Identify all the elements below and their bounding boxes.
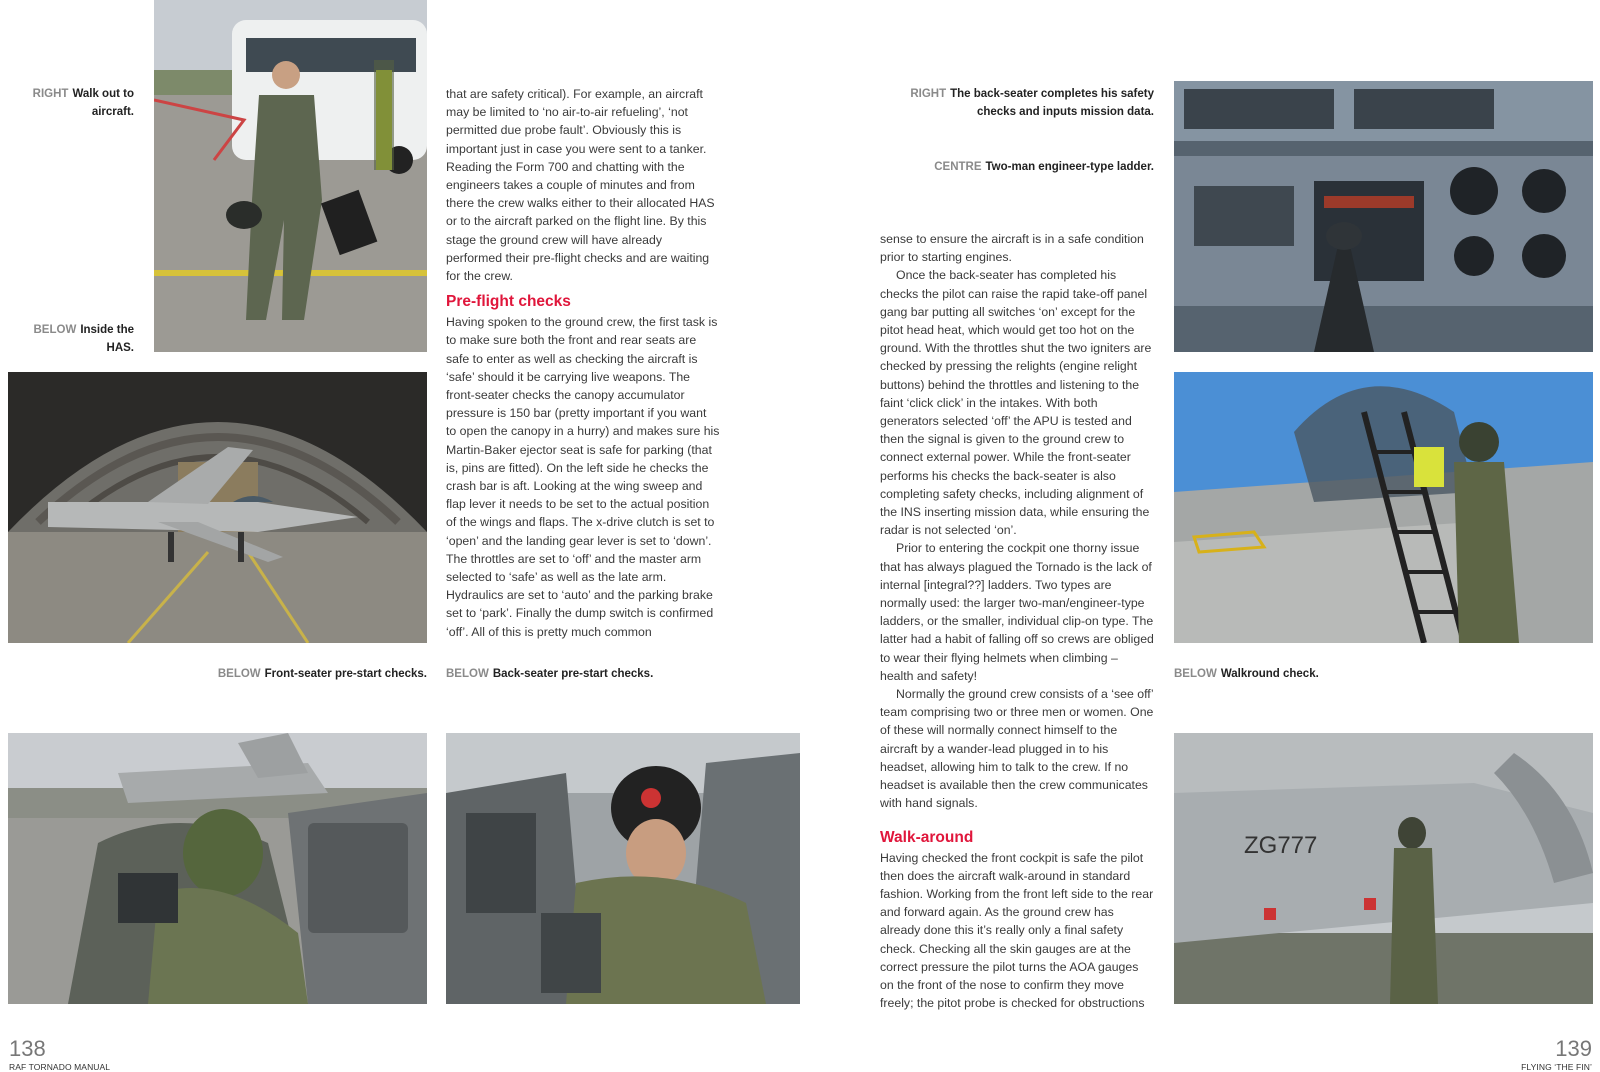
photo-walkround	[1174, 733, 1593, 1004]
caption-tag: BELOW	[217, 668, 261, 680]
caption-back-seater	[446, 665, 800, 683]
body-column-right	[880, 230, 1154, 1012]
paragraph: Prior to entering the cockpit one thorny issue that has always plagued the Tornado is the lack of internal [integral??] ladders. Two types are normally used: the larger two-man/engineer-type ladders, or the smaller, individual clip-on type. The latter had a habit of falling off so crews are obliged to wear their flying helmets when climbing – health and safety!	[880, 541, 1154, 683]
photo-front-seater	[8, 733, 427, 1004]
caption-walk-out	[10, 85, 134, 121]
caption-ladder	[880, 158, 1154, 176]
paragraph: Having spoken to the ground crew, the first task is to make sure both the front and rear seats are safe to enter as well as checking the aircraft is ‘safe’ should it be carrying live weapons. The front-seater checks the canopy accumulator pressure is 150 bar (pretty important if you want to open the canopy in a hurry) and makes sure his Martin-Baker ejector seat is safe for parking (that is, pins are fitted). On the left side he checks the crash bar is aft. Looking at the wing sweep and flap lever it needs to be set to the actual position of the wings and flaps. The x-drive clutch is set to ‘open’ and the landing gear lever is set to ‘down’. The throttles are set to ‘off’ and the master arm selected to ‘safe’ as well as the late arm. Hydraulics are set to ‘auto’ and the parking brake set to ‘park’. Finally the dump switch is confirmed ‘off’. All of this is pretty much common	[446, 315, 720, 639]
section-heading-walkaround: Walk-around	[880, 828, 974, 846]
photo-walk-out	[154, 0, 427, 352]
photo-inside-has	[8, 372, 427, 643]
caption-text: Back-seater pre-start checks.	[492, 668, 654, 680]
running-title-left: RAF TORNADO MANUAL	[9, 1062, 111, 1072]
running-title-right: FLYING ‘THE FIN’	[1521, 1062, 1592, 1072]
paragraph: sense to ensure the aircraft is in a safe condition prior to starting engines.	[880, 232, 1144, 265]
photo-rear-cockpit	[1174, 81, 1593, 352]
caption-text: Walk out to aircraft.	[72, 88, 134, 118]
paragraph: that are safety critical). For example, an aircraft may be limited to ‘no air-to-air refueling’, ‘not permitted due probe fault’. Obviously this is important just in case you were sent to a tanker. Reading the Form 700 and chatting with the engineers takes a couple of minutes and from there the crew walks either to their allocated HAS or to the aircraft parked on the flight line. By this stage the ground crew will have already performed their pre-flight checks and are waiting for the crew.	[446, 87, 715, 284]
caption-text: The back-seater completes his safety checks and inputs mission data.	[950, 88, 1154, 118]
page-number-right: 139	[1555, 1036, 1592, 1061]
caption-text: Inside the HAS.	[80, 324, 134, 354]
caption-inside-has	[10, 321, 134, 357]
caption-text: Front-seater pre-start checks.	[264, 668, 427, 680]
caption-tag: RIGHT	[910, 88, 947, 100]
caption-tag: BELOW	[446, 668, 489, 680]
caption-text: Walkround check.	[1220, 668, 1319, 680]
caption-walkround	[1174, 665, 1593, 683]
caption-back-seater-safety	[880, 85, 1154, 121]
photo-back-seater	[446, 733, 800, 1004]
caption-tag: RIGHT	[32, 88, 69, 100]
page-number-left: 138	[9, 1036, 46, 1061]
jet-serial: ZG777	[1244, 832, 1318, 859]
section-heading-preflight: Pre-flight checks	[446, 293, 571, 311]
paragraph: Once the back-seater has completed his checks the pilot can raise the rapid take-off panel gang bar putting all switches ‘on’ except for the pitot head heat, which would get too hot on the ground. With the throttles shut the two igniters are checked by pressing the relights (engine relight buttons) behind the throttles and listening to the faint ‘click click’ in the intakes. With both generators selected ‘off’ the APU is tested and then the signal is given to the ground crew to connect external power. While the front-seater performs his checks the back-seater is also completing safety checks, including alignment of the INS inserting mission data, while ensuring the radar is not selected ‘on’.	[880, 268, 1152, 538]
paragraph: Normally the ground crew consists of a ‘see off’ team comprising two or three men or women. One of these will normally connect himself to the aircraft by a wander-lead plugged in to his headset, allowing him to talk to the crew. If no headset is available then the crew communicates with hand signals.	[880, 687, 1154, 811]
caption-tag: BELOW	[1174, 668, 1217, 680]
body-column-left	[446, 85, 720, 641]
caption-tag: CENTRE	[934, 161, 982, 173]
paragraph: Having checked the front cockpit is safe the pilot then does the aircraft walk-around in standard fashion. Working from the front left side to the rear and forward again. As the ground crew has already done this it’s really only a final safety check. Checking all the skin gauges are at the correct pressure the pilot turns the AOA gauges on the front of the nose to confirm they move freely; the pitot probe is checked for obstructions	[880, 850, 1154, 1011]
caption-text: Two-man engineer-type ladder.	[985, 161, 1154, 173]
caption-tag: BELOW	[33, 324, 77, 336]
caption-front-seater	[8, 665, 427, 683]
photo-ladder	[1174, 372, 1593, 643]
